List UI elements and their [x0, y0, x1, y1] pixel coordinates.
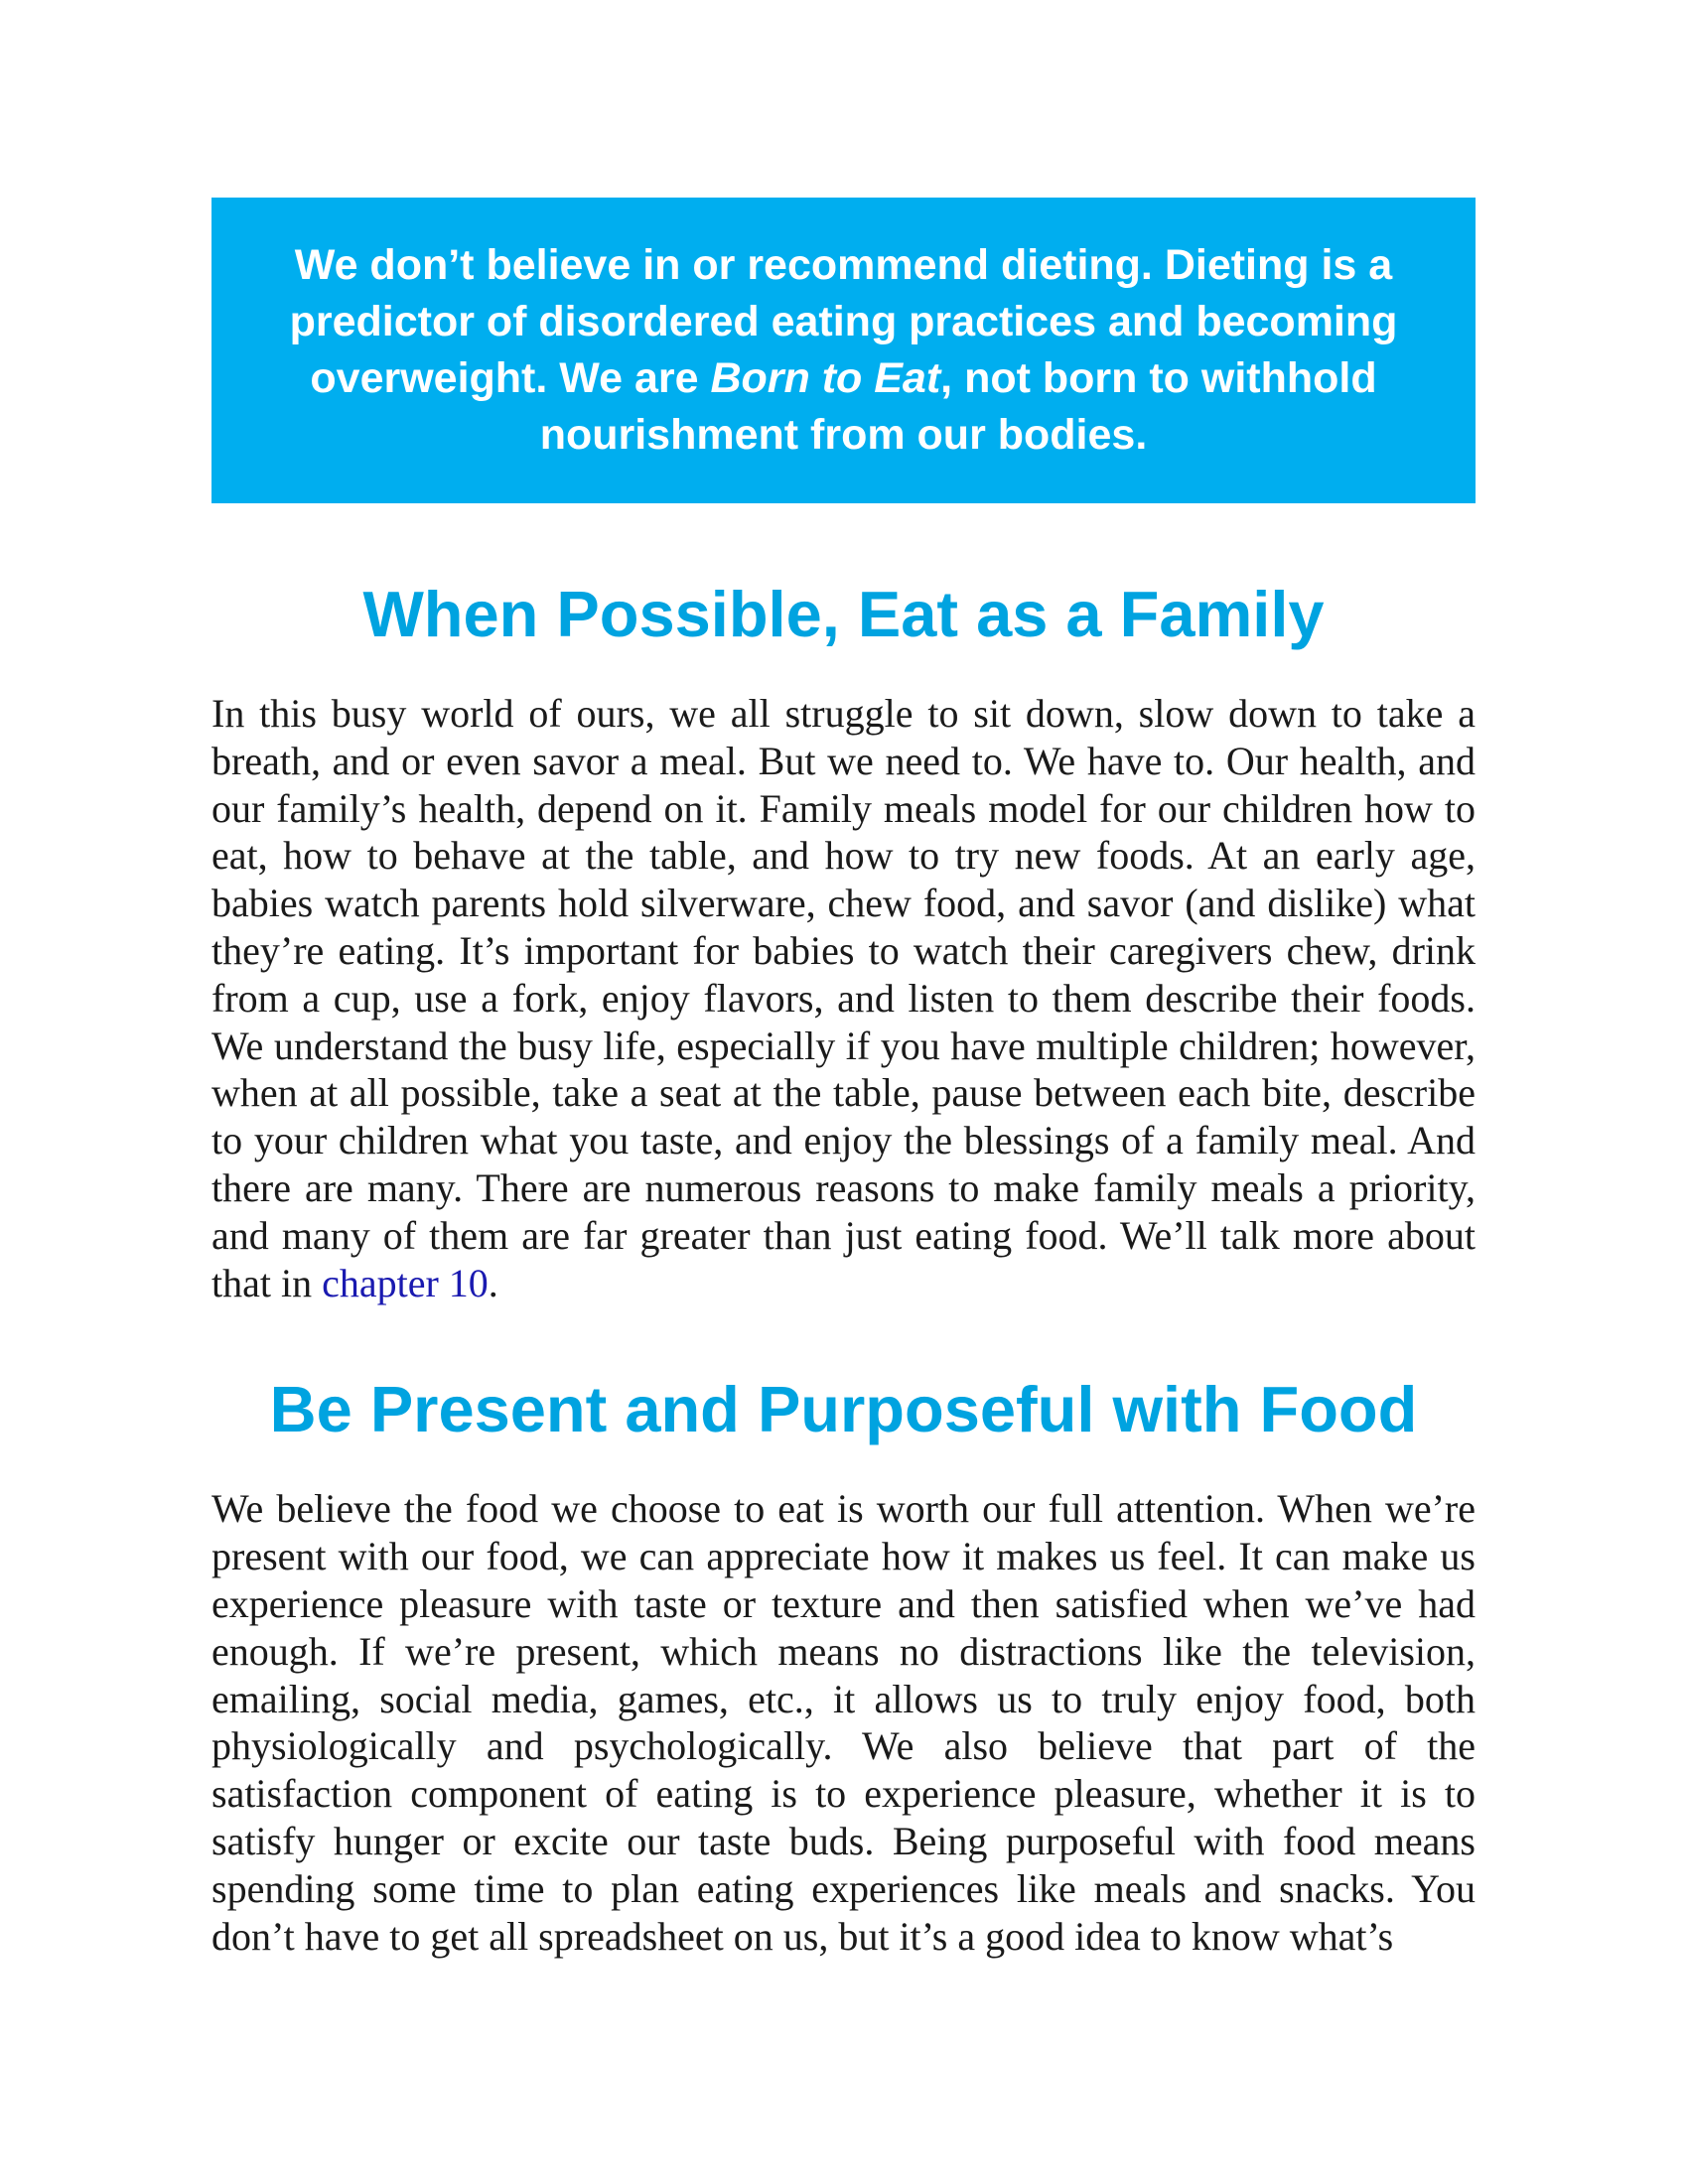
paragraph-present-food: We believe the food we choose to eat is worth our full attention. When we’re present with our food, we can appreciate how it makes us feel. It can make us experience pleasure with taste or texture and then satisfied when we’ve had enough. If we’re present, which means no distractions like the television, emailing, social media, games, etc., it allows us to truly enjoy food, both physiologically and psychologically. We also believe that part of the satisfaction component of eating is to experience pleasure, whether it is to satisfy hunger or excite our taste buds. Being purposeful with food means spending some time to plan eating experiences like meals and snacks. You don’t have to get all spreadsheet on us, but it’s a good idea to know what’s — [211, 1486, 1476, 1959]
heading-eat-as-family: When Possible, Eat as a Family — [362, 578, 1325, 650]
page — [211, 198, 1476, 1960]
callout-text-before: We don’t believe in or recommend dieting. Dieting is a predictor of disordered eating practices and becoming overweight. We are — [289, 241, 1398, 402]
paragraph-family-text: In this busy world of ours, we all struggle to sit down, slow down to take a breath, and or even savor a meal. But we need to. We have to. Our health, and our family’s health, depend on it. Family meals model for our children how to eat, how to behave at the table, and how to try new foods. At an early age, babies watch parents hold silverware, chew food, and savor (and dislike) what they’re eating. It’s important for babies to watch their caregivers chew, drink from a cup, use a fork, enjoy flavors, and listen to them describe their foods. We understand the busy life, especially if you have multiple children; however, when at all possible, take a seat at the table, pause between each bite, describe to your children what you taste, and enjoy the blessings of a family meal. And there are many. There are numerous reasons to make family meals a priority, and many of them are far greater than just eating food. We’ll talk more about that in — [211, 691, 1476, 1305]
callout-text-after: , not born to withhold nourishment from our bodies. — [539, 354, 1377, 459]
heading-present-purposeful: Be Present and Purposeful with Food — [269, 1373, 1418, 1446]
paragraph-family-end: . — [488, 1260, 498, 1305]
callout-book-title: Born to Eat — [710, 354, 941, 402]
chapter-10-link[interactable]: chapter 10 — [322, 1260, 489, 1305]
callout-box — [211, 198, 1476, 503]
paragraph-family-meals — [211, 690, 1476, 1306]
